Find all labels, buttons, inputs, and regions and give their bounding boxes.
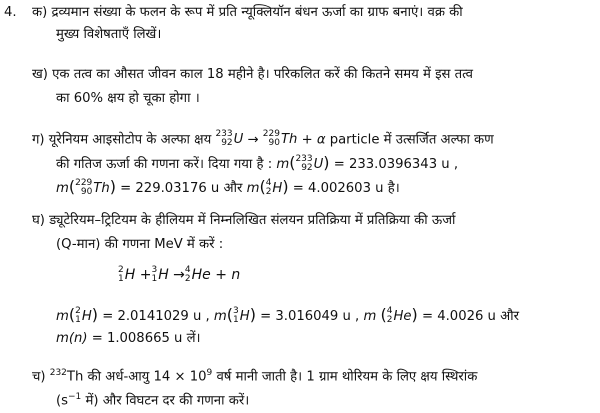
- exponent: 9: [206, 368, 213, 378]
- part-e-label: च): [32, 369, 46, 385]
- mass-u-value: = 233.0396343 u ,: [333, 157, 459, 172]
- part-a-text-2: मुख्य विशेषताएँ लिखें।: [56, 27, 162, 42]
- part-c-line1: [32, 130, 494, 150]
- part-d-text-2: (Q-मान) की गणना MeV में करें :: [56, 237, 224, 252]
- part-e-line2: ($s^{-1}$ में) और विघटन दर की गणना करें।: [56, 392, 250, 409]
- decay-arrow: →: [247, 132, 259, 148]
- part-a-text-1: द्रव्यमान संख्या के फलन के रूप में प्रति न्यूक्लियॉन बंधन ऊर्जा का ग्राफ बनाएं। वक्र की: [51, 5, 463, 20]
- part-e-line1: [32, 364, 477, 386]
- part-e-text-1a: Th की अर्ध-आयु 14 × 10: [66, 369, 207, 385]
- part-c-text-1b: particle में उत्सर्जित अल्फा कण: [329, 132, 494, 148]
- question-number: 4.: [4, 5, 17, 20]
- part-d-text-1: ड्यूटेरियम–ट्रिटियम के हीलियम में निम्नलिखित संलयन प्रतिक्रिया में प्रतिक्रिया की ऊर्जा: [49, 213, 456, 228]
- part-c-line3: m( 229 90 Th) = 229.03176 u और m( 4 2 H) = 4.002603 u है।: [56, 177, 400, 197]
- th-mass-number: 232: [49, 368, 67, 378]
- mass-th-value: = 229.03176 u: [120, 181, 220, 196]
- fusion-equation: 2 1 H + 3 1 H → 4 2 He + n: [118, 265, 241, 284]
- part-c-label: ग): [32, 132, 45, 148]
- part-c-text-1: यूरेनियम आइसोटोप के अल्फा क्षय: [48, 132, 212, 148]
- mass-h3-value: = 3.016049 u ,: [260, 309, 360, 324]
- part-d-masses: m( 2 1 H) = 2.0141029 u , m( 3 1 H) = 3.016049 u , m ( 4 2 He) = 4.0026 u और: [56, 305, 519, 325]
- uranium-nuclide: 233 92 U: [215, 129, 244, 148]
- plus-alpha: + α: [301, 132, 326, 148]
- m-uranium: 233 92 U: [295, 153, 324, 173]
- part-c-text-2: की गतिज ऊर्जा की गणना करें। दिया गया है :: [56, 157, 273, 172]
- part-d-label: घ): [32, 213, 45, 228]
- m-helium: 4 2 H: [265, 177, 283, 197]
- part-b-label: ख): [32, 67, 48, 82]
- mass-h2-value: = 2.0141029 u ,: [102, 309, 210, 324]
- mass-he-value: = 4.002603 u है।: [292, 181, 400, 196]
- m-thorium: 229 90 Th: [75, 177, 110, 197]
- part-b-text-2: का 60% क्षय हो चूका होगा ।: [56, 91, 200, 106]
- part-d-line1: [32, 212, 455, 230]
- part-c-line2: की गतिज ऊर्जा की गणना करें। दिया गया है : m( 233 92 U) = 233.0396343 u ,: [56, 153, 459, 173]
- part-d-neutron-mass: m(n) = 1.008665 u लें।: [56, 331, 201, 346]
- part-a-label: क): [32, 5, 48, 20]
- part-a-line1: [32, 4, 463, 22]
- mass-he4-value: = 4.0026 u और: [421, 309, 519, 324]
- part-e-text-1b: वर्ष मानी जाती है। 1 ग्राम थोरियम के लिए क्षय स्थिरांक: [216, 369, 478, 385]
- and-word: और: [223, 181, 243, 196]
- thorium-nuclide: 229 90 Th: [262, 129, 298, 148]
- part-b-text-1: एक तत्व का औसत जीवन काल 18 महीने है। परिकलित करें की कितने समय में इस तत्व: [52, 67, 473, 82]
- part-b-line1: [32, 66, 473, 84]
